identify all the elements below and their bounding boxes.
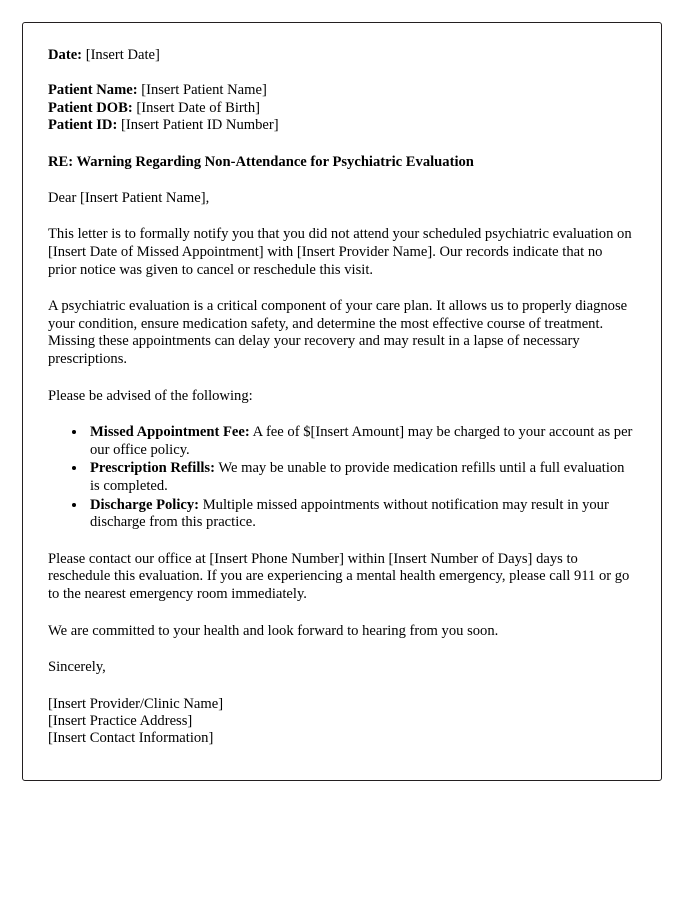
patient-id-value: [Insert Patient ID Number] (120, 117, 279, 134)
patient-name-line (48, 82, 634, 99)
paragraph-notification: This letter is to formally notify you that you did not attend your scheduled psychiatric evaluation on [Insert Date of Missed Appointment] with [Insert Provider Name]. Our records indicate that no prior notice was given to cancel or reschedule this visit. (48, 226, 632, 278)
advisory-list (48, 424, 634, 532)
letter-content (23, 23, 661, 748)
patient-dob-value: [Insert Date of Birth] (136, 99, 260, 116)
date-line (48, 47, 634, 64)
signature-block (48, 696, 634, 748)
advisory-item-label: Missed Appointment Fee: (90, 424, 250, 441)
signature-contact: [Insert Contact Information] (48, 730, 214, 747)
signature-address: [Insert Practice Address] (48, 712, 193, 729)
patient-dob-line (48, 100, 634, 117)
patient-id-line (48, 117, 634, 134)
patient-name-value: [Insert Patient Name] (141, 82, 267, 99)
patient-dob-label: Patient DOB: (48, 99, 133, 116)
signature-provider: [Insert Provider/Clinic Name] (48, 695, 224, 712)
closing-salutation: Sincerely, (48, 659, 106, 676)
advisory-item-label: Discharge Policy: (90, 496, 200, 513)
advisory-item-text: We may be unable to provide medication refills until a full evaluation is completed. (90, 460, 625, 494)
paragraph-commitment: We are committed to your health and look forward to hearing from you soon. (48, 622, 499, 639)
list-item (87, 424, 634, 459)
patient-info-block (48, 82, 634, 134)
paragraph-contact-instructions: Please contact our office at [Insert Phone Number] within [Insert Number of Days] days to reschedule this evaluation. If you are experiencing a mental health emergency, please call 911 or go to the nearest emergency room immediately. (48, 550, 630, 602)
date-label: Date: (48, 47, 83, 63)
letter-page-border (22, 22, 662, 781)
list-item (87, 497, 634, 532)
advisory-item-text: Multiple missed appointments without notification may result in your discharge from this practice. (90, 496, 609, 531)
patient-name-label: Patient Name: (48, 82, 138, 99)
paragraph-advisory-intro: Please be advised of the following: (48, 387, 253, 404)
advisory-item-label: Prescription Refills: (90, 460, 215, 477)
subject-line: RE: Warning Regarding Non-Attendance for Psychiatric Evaluation (48, 153, 474, 170)
advisory-item-text: A fee of $[Insert Amount] may be charged to your account as per our office policy. (90, 424, 633, 458)
patient-id-label: Patient ID: (48, 117, 118, 134)
salutation: Dear [Insert Patient Name], (48, 190, 210, 207)
paragraph-importance: A psychiatric evaluation is a critical component of your care plan. It allows us to properly diagnose your condition, ensure medication safety, and determine the most effective course of treatment. Missing these appointments can delay your recovery and may result in a lapse of necessary prescriptions. (48, 298, 628, 367)
date-block (48, 47, 634, 64)
date-value: [Insert Date] (85, 47, 160, 63)
list-item (87, 460, 634, 495)
